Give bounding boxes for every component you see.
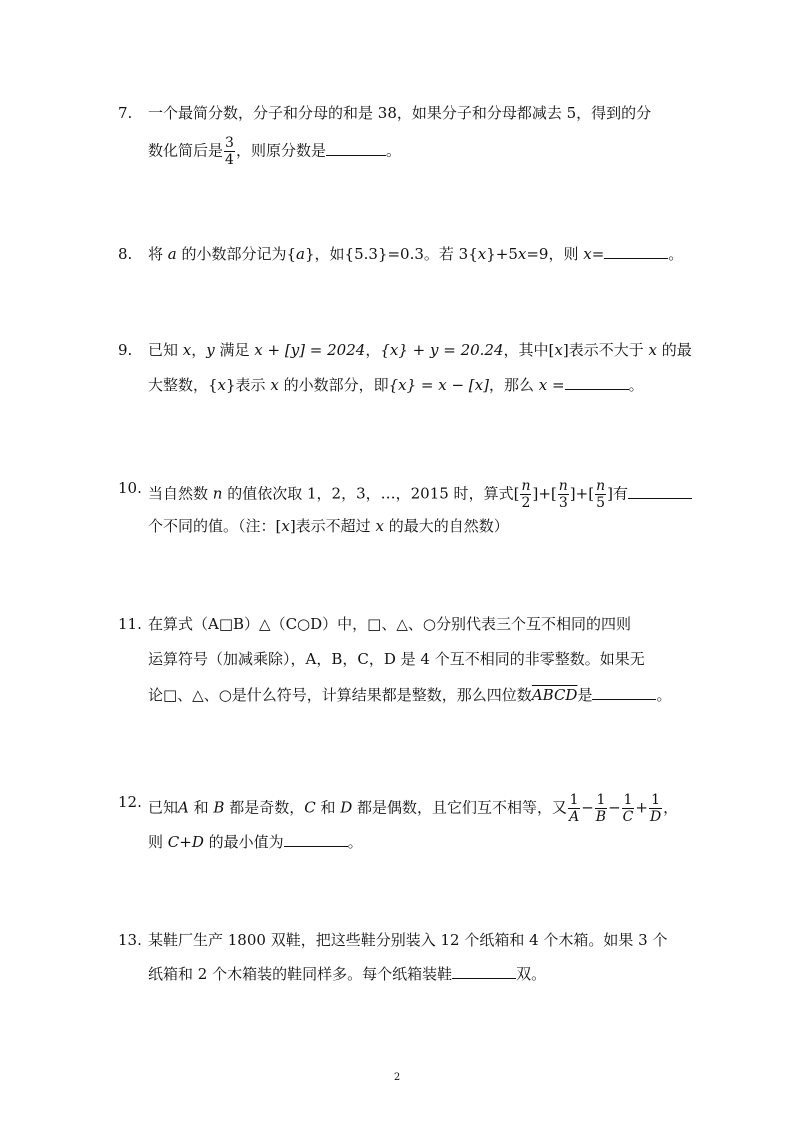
problem-text: 一个最简分数，分子和分母的和是 38，如果分子和分母都减去 5，得到的分 xyxy=(148,104,652,122)
answer-blank[interactable] xyxy=(284,832,348,847)
answer-blank[interactable] xyxy=(604,244,668,259)
problem-number: 10. xyxy=(118,479,142,497)
problem-13 xyxy=(118,930,678,990)
problem-text: 当自然数 n 的值依次取 1，2，3，…，2015 时，算式[ $\frac{n}{2}$ ]+[ $\frac{n}{3}$ ]+[ $\frac{n}{5}$ ]有 xyxy=(148,478,692,511)
problem-text: 已知A 和 B 都是奇数，C 和 D 都是偶数，且它们互不相等，又 $\frac{1}{A}$ − $\frac{1}{B}$ − $\frac{1}{C}$ + $\frac{1}{D}$ ， xyxy=(148,792,679,825)
problem-text: 某鞋厂生产 1800 双鞋，把这些鞋分别装入 12 个纸箱和 4 个木箱。如果 3 个 xyxy=(148,931,668,949)
problem-text: 将 a 的小数部分记为{a}，如{5.3}=0.3。若 3{x}+5x=9，则 x= 。 xyxy=(148,245,684,263)
problem-12 xyxy=(118,792,678,856)
problem-7 xyxy=(118,103,678,183)
problem-text: 纸箱和 2 个木箱装的鞋同样多。每个纸箱装鞋 双。 xyxy=(148,965,547,983)
fraction: $\frac{1}{D}$ xyxy=(649,792,662,825)
page-number: 2 xyxy=(393,1072,401,1083)
problem-text: 则 C+D 的最小值为 。 xyxy=(148,833,363,851)
problem-10 xyxy=(118,478,678,542)
answer-blank[interactable] xyxy=(628,484,692,499)
fraction: $\frac{1}{A}$ xyxy=(569,792,580,825)
problem-number: 12. xyxy=(118,793,142,811)
problem-number: 11. xyxy=(118,615,142,633)
problem-number: 13. xyxy=(118,931,142,949)
problem-number: 7. xyxy=(118,104,133,122)
fraction: $\frac{1}{B}$ xyxy=(595,792,607,825)
problem-text: 数化简后是 $\frac{3}{4}$ ，则原分数是 。 xyxy=(148,135,401,168)
answer-blank[interactable] xyxy=(565,375,629,390)
fraction: $\frac{n}{2}$ xyxy=(521,478,531,511)
problem-9 xyxy=(118,340,692,400)
answer-blank[interactable] xyxy=(452,964,516,979)
answer-blank[interactable] xyxy=(326,141,386,156)
problem-text: 论□、△、○是什么符号，计算结果都是整数，那么四位数ABCD是 。 xyxy=(148,686,672,704)
fraction: $\frac{3}{4}$ xyxy=(225,135,234,168)
problem-number: 8. xyxy=(118,245,133,263)
problem-text: 在算式（A□B）△（C○D）中，□、△、○分别代表三个互不相同的四则 xyxy=(148,615,631,633)
answer-blank[interactable] xyxy=(592,685,656,700)
problem-11 xyxy=(118,614,678,714)
problem-text: 大整数，{x}表示 x 的小数部分，即{x} = x − [x]，那么 x = 。 xyxy=(148,376,644,394)
problem-number: 9. xyxy=(118,341,133,359)
problem-text: 运算符号（加减乘除），A，B，C，D 是 4 个互不相同的非零整数。如果无 xyxy=(148,650,645,668)
fraction: $\frac{1}{C}$ xyxy=(622,792,634,825)
problem-text: 个不同的值。（注：[x]表示不超过 x 的最大的自然数） xyxy=(148,517,509,535)
fraction: $\frac{n}{5}$ xyxy=(596,478,606,511)
problem-8 xyxy=(118,244,684,268)
problem-text: 已知 x，y 满足 x + [y] = 2024，{x} + y = 20.24，其中[x]表示不大于 x 的最 xyxy=(148,341,692,359)
fraction: $\frac{n}{3}$ xyxy=(558,478,568,511)
